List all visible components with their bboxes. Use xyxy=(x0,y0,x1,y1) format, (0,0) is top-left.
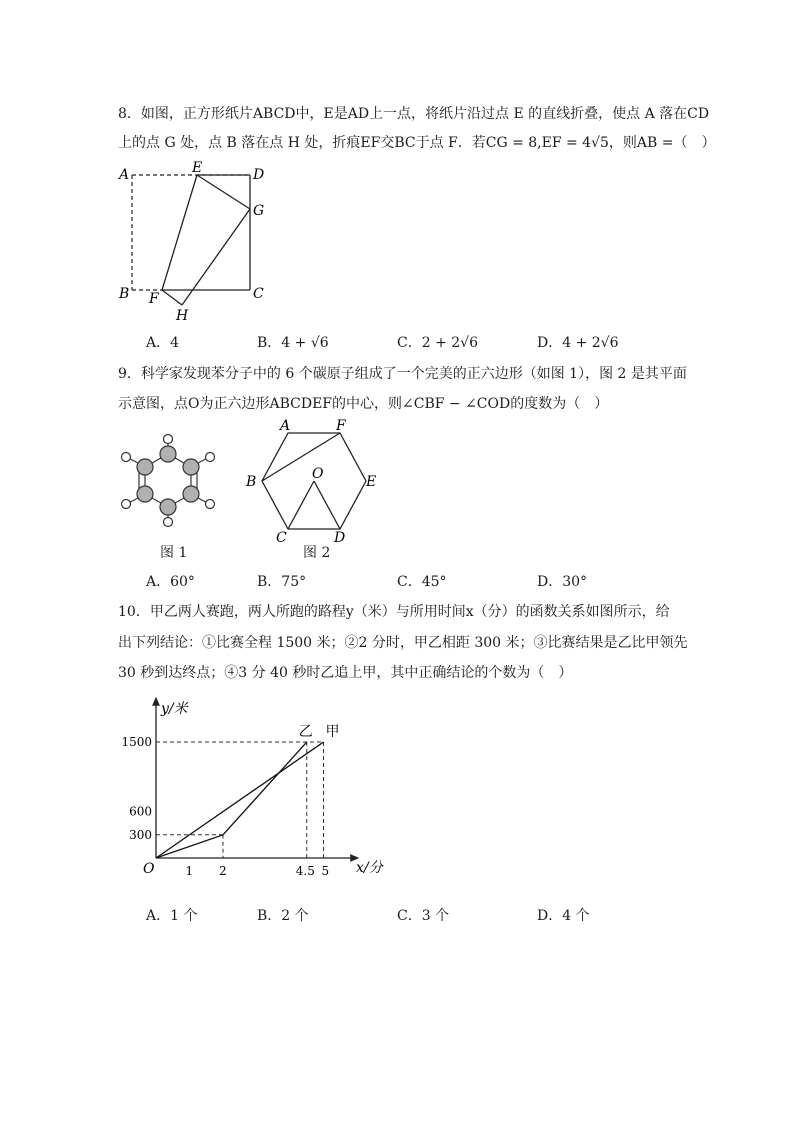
q8-text-line2: 上的点 G 处，点 B 落在点 H 处，折痕EF交BC于点 F．若CG = 8,EF = 4√5，则AB =（ ） xyxy=(118,135,716,151)
hydrogen-atom-5 xyxy=(164,518,173,527)
q8-segment-EG xyxy=(197,175,250,209)
q8-label-D: D xyxy=(253,167,265,183)
x-tick-label-0: 1 xyxy=(185,864,194,878)
q8-label-A: A xyxy=(119,167,130,183)
q8-label-F: F xyxy=(149,291,159,307)
hydrogen-atom-2 xyxy=(164,435,173,444)
q8-segment-HF xyxy=(162,290,182,305)
y-tick-label-2: 1500 xyxy=(121,735,152,750)
q9-segment-BF xyxy=(262,433,340,481)
x-tick-label-1: 2 xyxy=(219,864,227,878)
q9-label-B: B xyxy=(246,474,257,490)
q9-label-D: D xyxy=(334,530,346,546)
series-line-1 xyxy=(156,742,307,858)
q9-benzene-figure xyxy=(115,440,225,540)
x-tick-label-3: 5 xyxy=(321,864,330,878)
y-tick-label-0: 300 xyxy=(129,827,152,842)
q9-text-line1: 9．科学家发现苯分子中的 6 个碳原子组成了一个完美的正六边形（如图 1），图 2 是其平面 xyxy=(118,366,687,382)
y-tick-label-1: 600 xyxy=(129,804,152,819)
q9-option-d[interactable]: D．30° xyxy=(537,574,588,590)
hydrogen-atom-1 xyxy=(122,453,131,462)
q8-label-C: C xyxy=(253,286,264,302)
carbon-atom-2 xyxy=(160,446,176,462)
q9-fig2-caption: 图 2 xyxy=(303,545,331,561)
q9-option-c[interactable]: C．45° xyxy=(397,574,447,590)
q9-hexagon-figure xyxy=(240,415,390,545)
q10-option-c[interactable]: C．3 个 xyxy=(397,908,450,924)
q9-label-O: O xyxy=(312,466,324,482)
q8-option-a[interactable]: A．4 xyxy=(146,335,180,351)
q8-label-B: B xyxy=(119,286,130,302)
carbon-atom-3 xyxy=(183,459,199,475)
carbon-atom-6 xyxy=(137,486,153,502)
q9-segment-CO xyxy=(288,481,314,529)
x-axis-label: x/分 xyxy=(356,860,383,876)
q9-text-line2: 示意图，点O为正六边形ABCDEF的中心，则∠CBF − ∠COD的度数为（ ） xyxy=(118,396,609,412)
q9-label-C: C xyxy=(276,530,287,546)
q10-text-line2: 出下列结论：①比赛全程 1500 米；②2 分时，甲乙相距 300 米；③比赛结果是乙比甲领先 xyxy=(118,635,688,651)
q8-option-b[interactable]: B．4 + √6 xyxy=(257,335,329,351)
q9-option-a[interactable]: A．60° xyxy=(146,574,195,590)
q9-label-F: F xyxy=(336,418,346,434)
q9-segment-OD xyxy=(314,481,340,529)
q8-square-figure xyxy=(110,160,280,325)
carbon-atom-5 xyxy=(160,499,176,515)
hydrogen-atom-6 xyxy=(122,500,131,509)
q8-segment-EF xyxy=(162,175,197,290)
q10-option-d[interactable]: D．4 个 xyxy=(537,908,590,924)
q8-text-line1: 8．如图，正方形纸片ABCD中，E是AD上一点，将纸片沿过点 E 的直线折叠，使点 A 落在CD xyxy=(118,106,710,122)
q9-label-E: E xyxy=(366,474,377,490)
q10-text-line3: 30 秒到达终点；④3 分 40 秒时乙追上甲，其中正确结论的个数为（ ） xyxy=(118,665,573,681)
series-label-1: 乙 xyxy=(298,724,313,741)
series-line-0 xyxy=(156,742,324,858)
carbon-atom-4 xyxy=(183,486,199,502)
q8-option-c[interactable]: C．2 + 2√6 xyxy=(397,335,478,351)
origin-label: O xyxy=(143,861,155,877)
q8-label-G: G xyxy=(253,203,265,219)
q9-label-A: A xyxy=(280,418,291,434)
q10-text-line1: 10．甲乙两人赛跑，两人所跑的路程y（米）与所用时间x（分）的函数关系如图所示，给 xyxy=(118,604,670,620)
hydrogen-atom-4 xyxy=(206,500,215,509)
hydrogen-atom-3 xyxy=(206,453,215,462)
series-label-0: 甲 xyxy=(325,724,340,741)
q8-option-d[interactable]: D．4 + 2√6 xyxy=(537,335,619,351)
q8-label-E: E xyxy=(192,160,203,176)
q10-option-a[interactable]: A．1 个 xyxy=(146,908,198,924)
q10-option-b[interactable]: B．2 个 xyxy=(257,908,309,924)
q9-option-b[interactable]: B．75° xyxy=(257,574,307,590)
q9-fig1-caption: 图 1 xyxy=(160,545,188,561)
x-tick-label-2: 4.5 xyxy=(295,864,315,878)
y-axis-label: y/米 xyxy=(161,701,188,717)
race-chart xyxy=(121,690,400,890)
carbon-atom-1 xyxy=(137,459,153,475)
q8-label-H: H xyxy=(176,308,189,324)
